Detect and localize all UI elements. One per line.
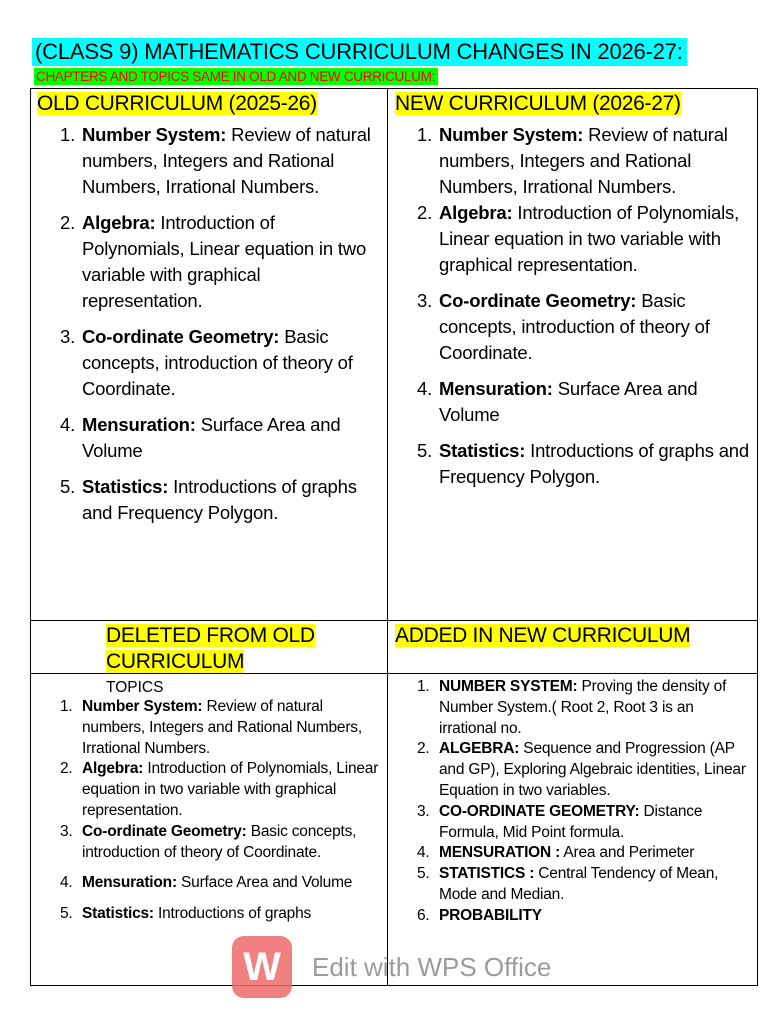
item-heading: Statistics:	[82, 476, 169, 497]
wps-logo-icon[interactable]: W	[232, 936, 292, 998]
item-heading: Co-ordinate Geometry:	[82, 822, 247, 840]
item-text: Surface Area and Volume	[176, 874, 353, 892]
item-number: 4.	[60, 414, 76, 435]
list-item	[60, 210, 376, 314]
item-text: Surface Area and Volume	[439, 378, 698, 425]
item-text: Introduction of Polynomials, Linear equation in two variable with graphical representation.	[439, 202, 740, 275]
added-header: ADDED IN NEW CURRICULUM	[395, 624, 691, 647]
list-item	[60, 904, 380, 925]
item-number: 5.	[60, 905, 73, 923]
item-text: Introductions of graphs	[153, 905, 312, 923]
page-subtitle: CHAPTERS AND TOPICS SAME IN OLD AND NEW CURRICULUM:	[34, 68, 438, 85]
item-number: 3.	[417, 802, 430, 820]
item-number: 2.	[60, 212, 76, 233]
list-item	[417, 122, 753, 200]
item-text: Introduction of Polynomials, Linear equation in two variable with graphical representation.	[82, 760, 379, 819]
wps-watermark[interactable]	[232, 938, 552, 998]
added-topics-list	[417, 677, 751, 927]
item-heading: Number System:	[439, 124, 584, 145]
item-heading: Statistics:	[82, 905, 154, 923]
title-row	[32, 38, 687, 66]
item-text: Area and Perimeter	[560, 844, 695, 862]
list-item	[60, 873, 380, 894]
list-item	[417, 864, 751, 906]
item-heading: CO-ORDINATE GEOMETRY:	[439, 802, 640, 820]
list-item	[60, 324, 376, 402]
curriculum-table	[30, 88, 758, 986]
item-text: Review of natural numbers, Integers and Rational Numbers, Irrational Numbers.	[82, 124, 371, 197]
list-item	[60, 412, 376, 464]
item-number: 1.	[60, 124, 76, 145]
item-number: 2.	[417, 202, 433, 223]
item-number: 3.	[417, 290, 433, 311]
item-number: 2.	[417, 740, 430, 758]
list-item	[417, 802, 751, 844]
item-heading: PROBABILITY	[439, 906, 542, 924]
list-item	[417, 906, 751, 927]
item-number: 6.	[417, 906, 430, 924]
item-heading: Algebra:	[82, 760, 144, 778]
item-heading: Algebra:	[82, 212, 156, 233]
item-text: Basic concepts, introduction of theory of Coordinate.	[439, 290, 710, 363]
item-heading: Statistics:	[439, 440, 526, 461]
list-item	[417, 200, 753, 278]
item-number: 1.	[417, 124, 433, 145]
item-text: Sequence and Progression (AP and GP), Exploring Algebraic identities, Linear Equation in two variables.	[439, 740, 746, 799]
list-item	[417, 376, 753, 428]
wps-watermark-text[interactable]: Edit with WPS Office	[312, 952, 552, 982]
item-heading: Co-ordinate Geometry:	[82, 326, 280, 347]
item-number: 4.	[417, 844, 430, 862]
item-number: 5.	[60, 476, 76, 497]
item-heading: Co-ordinate Geometry:	[439, 290, 637, 311]
old-topics-list	[60, 122, 376, 526]
item-text: Proving the density of Number System.( Root 2, Root 3 is an irrational no.	[439, 678, 727, 737]
item-heading: Mensuration:	[439, 378, 553, 399]
item-heading: Number System:	[82, 124, 227, 145]
item-number: 1.	[417, 678, 430, 695]
column-divider	[387, 88, 388, 986]
topics-label: TOPICS	[106, 679, 164, 696]
row-divider-1	[30, 620, 758, 621]
list-item	[417, 739, 751, 801]
item-number: 3.	[60, 822, 73, 840]
item-text: Basic concepts, introduction of theory of Coordinate.	[82, 822, 357, 861]
item-number: 1.	[60, 698, 73, 715]
old-curriculum-header: OLD CURRICULUM (2025-26)	[37, 92, 317, 115]
item-heading: Number System:	[82, 698, 203, 715]
item-number: 4.	[417, 378, 433, 399]
new-curriculum-header: NEW CURRICULUM (2026-27)	[395, 92, 681, 115]
list-item	[60, 122, 376, 200]
list-item	[60, 759, 380, 821]
list-item	[417, 438, 753, 490]
item-heading: Algebra:	[439, 202, 513, 223]
list-item	[417, 843, 751, 864]
deleted-topics-list	[60, 697, 380, 925]
list-item	[60, 697, 380, 759]
item-text: Introductions of graphs and Frequency Polygon.	[82, 476, 357, 523]
item-heading: MENSURATION :	[439, 844, 561, 862]
item-heading: Mensuration:	[82, 414, 196, 435]
item-text: Review of natural numbers, Integers and Rational Numbers, Irrational Numbers.	[82, 698, 362, 757]
item-text: Central Tendency of Mean, Mode and Median.	[439, 865, 719, 903]
item-text: Review of natural numbers, Integers and Rational Numbers, Irrational Numbers.	[439, 124, 728, 197]
item-heading: STATISTICS :	[439, 865, 535, 883]
item-heading: NUMBER SYSTEM:	[439, 678, 578, 695]
item-text: Introduction of Polynomials, Linear equation in two variable with graphical representation.	[82, 212, 367, 311]
page-title: (CLASS 9) MATHEMATICS CURRICULUM CHANGES IN 2026-27:	[32, 38, 687, 66]
item-heading: Mensuration:	[82, 874, 177, 892]
item-number: 4.	[60, 874, 73, 892]
new-topics-list	[417, 122, 753, 490]
item-text: Introductions of graphs and Frequency Polygon.	[439, 440, 749, 487]
deleted-header: DELETED FROM OLD CURRICULUM	[106, 624, 315, 673]
item-number: 2.	[60, 760, 73, 778]
item-number: 3.	[60, 326, 76, 347]
item-text: Basic concepts, introduction of theory of Coordinate.	[82, 326, 353, 399]
item-heading: ALGEBRA:	[439, 740, 520, 758]
list-item	[417, 677, 751, 739]
item-number: 5.	[417, 440, 433, 461]
item-text: Distance Formula, Mid Point formula.	[439, 802, 703, 841]
list-item	[60, 474, 376, 526]
item-text: Surface Area and Volume	[82, 414, 341, 461]
list-item	[417, 288, 753, 366]
list-item	[60, 822, 380, 864]
item-number: 5.	[417, 865, 430, 883]
